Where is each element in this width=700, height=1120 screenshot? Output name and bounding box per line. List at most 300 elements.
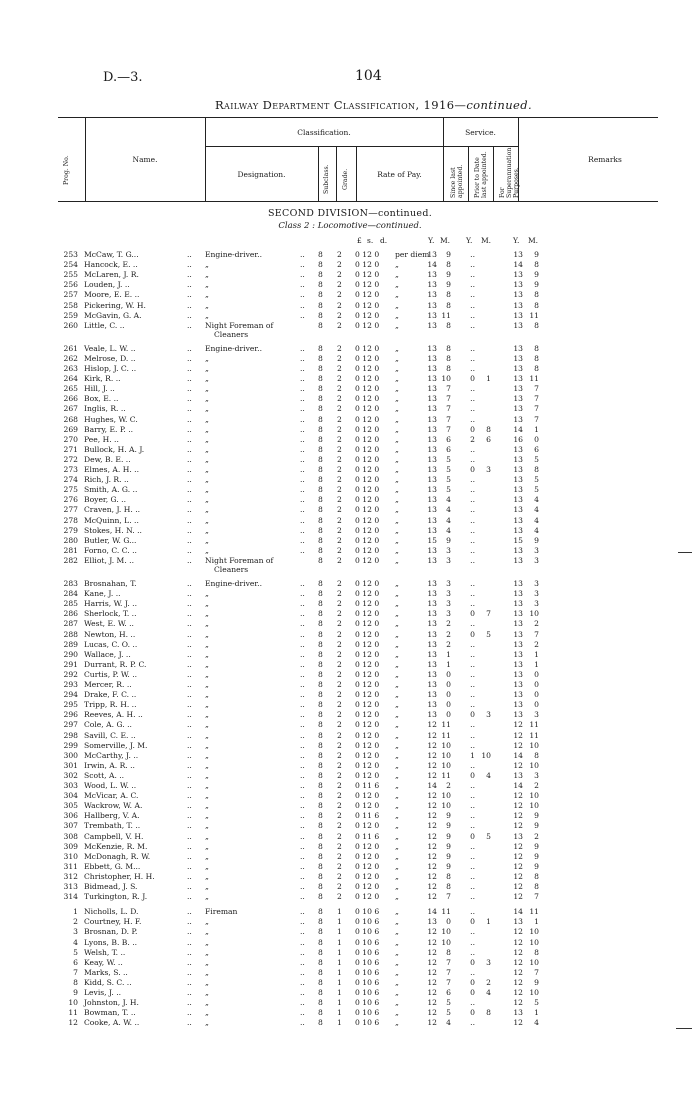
pay-period: „ bbox=[395, 947, 399, 957]
grade: 2 bbox=[337, 851, 342, 861]
staff-name: Boyer, G. .. bbox=[84, 495, 127, 505]
since-years: 13 bbox=[427, 545, 437, 555]
since-years: 12 bbox=[427, 841, 437, 851]
prog-no: 280 bbox=[63, 535, 78, 545]
prior-years: 0 bbox=[470, 424, 475, 434]
staff-name: Bullock, H. A. J. bbox=[84, 444, 145, 454]
unit-years: Y. bbox=[513, 236, 520, 245]
super-years: 13 bbox=[513, 589, 523, 599]
table-row bbox=[0, 640, 700, 650]
since-years: 13 bbox=[427, 404, 437, 414]
designation: „ bbox=[205, 998, 209, 1008]
grade: 2 bbox=[337, 475, 342, 485]
prior-months: 5 bbox=[486, 629, 491, 639]
super-months: 9 bbox=[534, 280, 539, 290]
super-years: 13 bbox=[513, 579, 523, 588]
leader-dots: .. bbox=[187, 404, 192, 414]
rate-of-pay: 0 12 0 bbox=[355, 690, 380, 700]
subclass: 8 bbox=[318, 495, 323, 505]
since-years: 13 bbox=[427, 669, 437, 679]
margin-mark bbox=[676, 1028, 692, 1029]
prog-no: 253 bbox=[63, 250, 78, 259]
since-months: 0 bbox=[446, 669, 451, 679]
super-years: 13 bbox=[513, 394, 523, 404]
super-years: 12 bbox=[513, 801, 523, 811]
rate-of-pay: 0 12 0 bbox=[355, 649, 380, 659]
table-row bbox=[0, 761, 700, 771]
designation: „ bbox=[205, 404, 209, 414]
since-years: 13 bbox=[427, 515, 437, 525]
prog-no: 286 bbox=[63, 609, 78, 619]
prog-no: 290 bbox=[63, 649, 78, 659]
pay-period: „ bbox=[395, 343, 399, 353]
staff-name: Lyons, B. B. .. bbox=[84, 937, 138, 947]
super-months: 1 bbox=[534, 424, 539, 434]
grade: 2 bbox=[337, 414, 342, 424]
grade: 2 bbox=[337, 364, 342, 373]
grade: 2 bbox=[337, 801, 342, 811]
leader-dots: .. bbox=[300, 589, 305, 599]
rate-of-pay: 0 12 0 bbox=[355, 454, 380, 464]
pay-period: „ bbox=[395, 740, 399, 750]
super-years: 12 bbox=[513, 791, 523, 801]
staff-name: McVicar, A. C. bbox=[84, 791, 139, 801]
subclass: 8 bbox=[318, 659, 323, 669]
leader-dots: .. bbox=[187, 967, 192, 977]
designation: „ bbox=[205, 485, 209, 495]
since-months: 10 bbox=[441, 927, 451, 937]
table-row bbox=[0, 445, 700, 455]
rate-of-pay: 0 12 0 bbox=[355, 841, 380, 851]
super-months: 5 bbox=[534, 454, 539, 464]
pay-period: „ bbox=[395, 700, 399, 710]
table-row bbox=[0, 710, 700, 720]
designation: „ bbox=[205, 1008, 209, 1018]
table-row bbox=[0, 290, 700, 300]
super-years: 12 bbox=[513, 851, 523, 861]
super-months: 11 bbox=[529, 310, 539, 320]
leader-dots: .. bbox=[187, 260, 192, 270]
rate-of-pay: 0 12 0 bbox=[355, 700, 380, 710]
since-years: 12 bbox=[427, 957, 437, 967]
super-months: 8 bbox=[534, 871, 539, 881]
subclass: 8 bbox=[318, 300, 323, 310]
grade: 2 bbox=[337, 720, 342, 730]
class-heading: Class 2 : Locomotive—continued. bbox=[278, 221, 422, 231]
subclass: 8 bbox=[318, 927, 323, 937]
table-row bbox=[0, 344, 700, 354]
leader-dots: .. bbox=[300, 700, 305, 710]
prog-no: 296 bbox=[63, 710, 78, 720]
staff-name: Trembath, T. .. bbox=[84, 821, 141, 831]
rate-of-pay: 0 12 0 bbox=[355, 730, 380, 740]
designation: „ bbox=[205, 791, 209, 801]
subclass: 8 bbox=[318, 280, 323, 290]
since-months: 2 bbox=[446, 629, 451, 639]
prog-no: 274 bbox=[63, 475, 78, 485]
designation: „ bbox=[205, 280, 209, 290]
rate-of-pay: 0 12 0 bbox=[355, 515, 380, 525]
grade: 2 bbox=[337, 535, 342, 545]
since-years: 13 bbox=[427, 434, 437, 444]
table-row bbox=[0, 599, 700, 609]
prog-no: 303 bbox=[63, 781, 78, 790]
staff-name: West, E. W. .. bbox=[84, 619, 134, 629]
staff-name: Levis, J. .. bbox=[84, 988, 122, 997]
super-months: 0 bbox=[534, 434, 539, 444]
pay-period: „ bbox=[395, 300, 399, 310]
subclass: 8 bbox=[318, 947, 323, 957]
leader-dots: .. bbox=[300, 280, 305, 290]
grade: 2 bbox=[337, 280, 342, 290]
pay-period: „ bbox=[395, 821, 399, 831]
since-months: 7 bbox=[446, 967, 451, 977]
prog-no: 7 bbox=[73, 967, 78, 977]
grade: 2 bbox=[337, 515, 342, 525]
grade: 2 bbox=[337, 343, 342, 353]
subclass: 8 bbox=[318, 851, 323, 861]
pay-period: „ bbox=[395, 937, 399, 947]
prog-no: 310 bbox=[63, 851, 78, 861]
staff-name: Louden, J. .. bbox=[84, 280, 130, 290]
rate-of-pay: 0 12 0 bbox=[355, 434, 380, 444]
leader-dots: .. bbox=[300, 649, 305, 659]
super-years: 13 bbox=[513, 495, 523, 505]
subclass: 8 bbox=[318, 485, 323, 495]
since-months: 3 bbox=[446, 555, 451, 565]
super-years: 12 bbox=[513, 1018, 523, 1028]
staff-name: Ebbett, G. M... bbox=[84, 861, 141, 871]
table-row bbox=[0, 384, 700, 394]
prog-no: 275 bbox=[63, 485, 78, 495]
since-years: 13 bbox=[427, 555, 437, 565]
super-months: 8 bbox=[534, 364, 539, 373]
prior-years: .. bbox=[470, 851, 475, 861]
leader-dots: .. bbox=[300, 740, 305, 750]
since-years: 12 bbox=[427, 892, 437, 902]
rate-of-pay: 0 12 0 bbox=[355, 424, 380, 434]
pay-period: „ bbox=[395, 1018, 399, 1028]
table-row bbox=[0, 1018, 700, 1028]
leader-dots: .. bbox=[300, 270, 305, 280]
prog-no: 302 bbox=[63, 770, 78, 780]
pay-period: „ bbox=[395, 1008, 399, 1018]
leader-dots: .. bbox=[187, 947, 192, 957]
grade: 2 bbox=[337, 892, 342, 902]
subclass: 8 bbox=[318, 434, 323, 444]
leader-dots: .. bbox=[300, 917, 305, 927]
designation: „ bbox=[205, 649, 209, 659]
designation: „ bbox=[205, 917, 209, 927]
rate-of-pay: 0 12 0 bbox=[355, 364, 380, 373]
prior-years: 0 bbox=[470, 957, 475, 967]
rate-of-pay: 0 12 0 bbox=[355, 609, 380, 619]
staff-name: Reeves, A. H. .. bbox=[84, 710, 143, 720]
leader-dots: .. bbox=[300, 750, 305, 760]
leader-dots: .. bbox=[187, 892, 192, 902]
subclass: 8 bbox=[318, 690, 323, 700]
prior-years: .. bbox=[470, 720, 475, 730]
designation: „ bbox=[205, 937, 209, 947]
table-row bbox=[0, 938, 700, 948]
super-months: 9 bbox=[534, 977, 539, 987]
super-years: 14 bbox=[513, 907, 523, 917]
designation: „ bbox=[205, 927, 209, 937]
super-years: 14 bbox=[513, 781, 523, 790]
subclass: 8 bbox=[318, 270, 323, 280]
leader-dots: .. bbox=[300, 841, 305, 851]
rate-of-pay: 0 10 6 bbox=[355, 988, 380, 997]
designation: Engine-driver.. bbox=[205, 343, 263, 353]
since-years: 12 bbox=[427, 977, 437, 987]
leader-dots: .. bbox=[187, 760, 192, 770]
super-months: 8 bbox=[534, 290, 539, 300]
rate-of-pay: 0 11 6 bbox=[355, 781, 380, 790]
prior-years: .. bbox=[470, 680, 475, 689]
rate-of-pay: 0 10 6 bbox=[355, 927, 380, 937]
super-years: 13 bbox=[513, 343, 523, 353]
since-years: 13 bbox=[427, 649, 437, 659]
subclass: 8 bbox=[318, 700, 323, 710]
since-months: 10 bbox=[441, 760, 451, 770]
staff-name: Hislop, J. C. .. bbox=[84, 364, 137, 373]
subclass: 8 bbox=[318, 599, 323, 609]
prior-months: 10 bbox=[481, 750, 491, 760]
designation: „ bbox=[205, 260, 209, 270]
rate-of-pay: 0 11 6 bbox=[355, 831, 380, 841]
header-service: Service. bbox=[465, 128, 496, 137]
table-row bbox=[0, 1008, 700, 1018]
leader-dots: .. bbox=[300, 515, 305, 525]
leader-dots: .. bbox=[187, 589, 192, 599]
subclass: 8 bbox=[318, 649, 323, 659]
table-row bbox=[0, 751, 700, 761]
table-row bbox=[0, 791, 700, 801]
prior-years: .. bbox=[470, 343, 475, 353]
prior-years: .. bbox=[470, 1018, 475, 1028]
leader-dots: .. bbox=[187, 290, 192, 300]
staff-name: Elliot, J. M. .. bbox=[84, 555, 134, 565]
super-years: 12 bbox=[513, 760, 523, 770]
prog-no: 300 bbox=[63, 750, 78, 760]
leader-dots: .. bbox=[300, 811, 305, 821]
designation: „ bbox=[205, 1018, 209, 1028]
unit-months: M. bbox=[440, 236, 451, 245]
prior-years: .. bbox=[470, 882, 475, 891]
table-row bbox=[0, 619, 700, 629]
leader-dots: .. bbox=[300, 730, 305, 740]
super-years: 12 bbox=[513, 740, 523, 750]
prog-no: 309 bbox=[63, 841, 78, 851]
super-months: 9 bbox=[534, 535, 539, 545]
super-months: 4 bbox=[534, 495, 539, 505]
since-years: 13 bbox=[427, 485, 437, 495]
pay-period: „ bbox=[395, 710, 399, 720]
staff-name: McLaren, J. R. bbox=[84, 270, 139, 280]
pay-period: „ bbox=[395, 555, 399, 565]
table-row bbox=[0, 680, 700, 690]
prior-years: .. bbox=[470, 505, 475, 515]
leader-dots: .. bbox=[187, 791, 192, 801]
leader-dots: .. bbox=[300, 465, 305, 474]
super-years: 12 bbox=[513, 957, 523, 967]
pay-period: „ bbox=[395, 525, 399, 535]
rate-of-pay: 0 12 0 bbox=[355, 760, 380, 770]
subclass: 8 bbox=[318, 937, 323, 947]
table-row bbox=[0, 364, 700, 374]
table-row bbox=[0, 872, 700, 882]
section-heading: SECOND DIVISION—continued. bbox=[267, 208, 433, 219]
header-designation: Designation. bbox=[237, 170, 286, 179]
rate-of-pay: 0 12 0 bbox=[355, 545, 380, 555]
grade: 2 bbox=[337, 495, 342, 505]
prog-no: 268 bbox=[63, 414, 78, 424]
designation: „ bbox=[205, 659, 209, 669]
staff-name: Hallberg, V. A. bbox=[84, 811, 140, 821]
leader-dots: .. bbox=[187, 730, 192, 740]
rate-of-pay: 0 12 0 bbox=[355, 639, 380, 649]
prog-no: 295 bbox=[63, 700, 78, 710]
prog-no: 5 bbox=[73, 947, 78, 957]
unit-pounds: £ bbox=[357, 236, 362, 245]
leader-dots: .. bbox=[187, 851, 192, 861]
since-months: 10 bbox=[441, 750, 451, 760]
leader-dots: .. bbox=[300, 927, 305, 937]
staff-name: Savill, C. E. .. bbox=[84, 730, 136, 740]
leader-dots: .. bbox=[300, 353, 305, 363]
super-years: 13 bbox=[513, 384, 523, 394]
prior-years: .. bbox=[470, 353, 475, 363]
table-row bbox=[0, 270, 700, 280]
prog-no: 267 bbox=[63, 404, 78, 414]
table-row bbox=[0, 832, 700, 842]
rate-of-pay: 0 12 0 bbox=[355, 260, 380, 270]
table-row bbox=[0, 455, 700, 465]
staff-name: Smith, A. G. .. bbox=[84, 485, 138, 495]
designation: „ bbox=[205, 801, 209, 811]
grade: 2 bbox=[337, 609, 342, 619]
super-years: 13 bbox=[513, 505, 523, 515]
leader-dots: .. bbox=[187, 998, 192, 1008]
staff-name: McDonagh, R. W. bbox=[84, 851, 151, 861]
super-months: 1 bbox=[534, 659, 539, 669]
since-months: 4 bbox=[446, 525, 451, 535]
staff-name: Courtney, H. F. bbox=[84, 917, 142, 927]
leader-dots: .. bbox=[300, 669, 305, 679]
staff-name: Curtis, P. W. .. bbox=[84, 669, 138, 679]
staff-name: Drake, F. C. .. bbox=[84, 690, 137, 700]
designation-continuation: Cleaners bbox=[214, 565, 249, 574]
header-since-last: Since last appointed. bbox=[450, 164, 464, 198]
since-years: 13 bbox=[427, 270, 437, 280]
prog-no: 288 bbox=[63, 629, 78, 639]
staff-name: Barry, E. P. .. bbox=[84, 424, 134, 434]
designation: Night Foreman of bbox=[205, 555, 274, 565]
since-years: 13 bbox=[427, 300, 437, 310]
grade: 1 bbox=[337, 998, 342, 1008]
pay-period: „ bbox=[395, 495, 399, 505]
since-months: 9 bbox=[446, 535, 451, 545]
super-years: 13 bbox=[513, 680, 523, 689]
leader-dots: .. bbox=[187, 485, 192, 495]
subclass: 8 bbox=[318, 320, 323, 330]
subclass: 8 bbox=[318, 629, 323, 639]
leader-dots: .. bbox=[187, 444, 192, 454]
table-row bbox=[0, 556, 700, 566]
rate-of-pay: 0 12 0 bbox=[355, 290, 380, 300]
leader-dots: .. bbox=[300, 290, 305, 300]
since-years: 13 bbox=[427, 364, 437, 373]
super-years: 13 bbox=[513, 639, 523, 649]
table-row bbox=[0, 495, 700, 505]
prior-months: 5 bbox=[486, 831, 491, 841]
grade: 1 bbox=[337, 957, 342, 967]
since-years: 12 bbox=[427, 998, 437, 1008]
designation: „ bbox=[205, 310, 209, 320]
table-row bbox=[0, 988, 700, 998]
prog-no: 291 bbox=[63, 659, 78, 669]
super-months: 5 bbox=[534, 998, 539, 1008]
since-years: 13 bbox=[427, 589, 437, 599]
grade: 2 bbox=[337, 781, 342, 790]
since-years: 13 bbox=[427, 310, 437, 320]
grade: 2 bbox=[337, 710, 342, 720]
since-years: 14 bbox=[427, 907, 437, 917]
rate-of-pay: 0 10 6 bbox=[355, 977, 380, 987]
leader-dots: .. bbox=[187, 545, 192, 555]
designation: „ bbox=[205, 831, 209, 841]
prog-no: 278 bbox=[63, 515, 78, 525]
pay-period: „ bbox=[395, 374, 399, 384]
prog-no: 258 bbox=[63, 300, 78, 310]
staff-name: McCarthy, J. .. bbox=[84, 750, 139, 760]
prior-years: .. bbox=[470, 927, 475, 937]
table-row bbox=[0, 579, 700, 589]
subclass: 8 bbox=[318, 619, 323, 629]
pay-period: „ bbox=[395, 485, 399, 495]
prog-no: 12 bbox=[68, 1018, 78, 1028]
since-months: 5 bbox=[446, 475, 451, 485]
grade: 1 bbox=[337, 947, 342, 957]
subclass: 8 bbox=[318, 841, 323, 851]
subclass: 8 bbox=[318, 781, 323, 790]
prior-years: .. bbox=[470, 740, 475, 750]
staff-name: Sherlock, T. .. bbox=[84, 609, 137, 619]
pay-period: „ bbox=[395, 260, 399, 270]
rate-of-pay: 0 12 0 bbox=[355, 475, 380, 485]
since-months: 0 bbox=[446, 680, 451, 689]
leader-dots: .. bbox=[300, 977, 305, 987]
grade: 2 bbox=[337, 659, 342, 669]
subclass: 8 bbox=[318, 579, 323, 588]
since-months: 7 bbox=[446, 424, 451, 434]
subclass: 8 bbox=[318, 871, 323, 881]
designation: „ bbox=[205, 424, 209, 434]
prior-years: .. bbox=[470, 364, 475, 373]
super-years: 13 bbox=[513, 629, 523, 639]
prior-years: .. bbox=[470, 404, 475, 414]
since-years: 12 bbox=[427, 831, 437, 841]
prior-years: .. bbox=[470, 937, 475, 947]
leader-dots: .. bbox=[300, 947, 305, 957]
pay-period: „ bbox=[395, 280, 399, 290]
prior-years: 0 bbox=[470, 917, 475, 927]
table-row bbox=[0, 354, 700, 364]
designation: „ bbox=[205, 720, 209, 730]
since-years: 12 bbox=[427, 791, 437, 801]
designation: „ bbox=[205, 454, 209, 464]
leader-dots: .. bbox=[300, 871, 305, 881]
